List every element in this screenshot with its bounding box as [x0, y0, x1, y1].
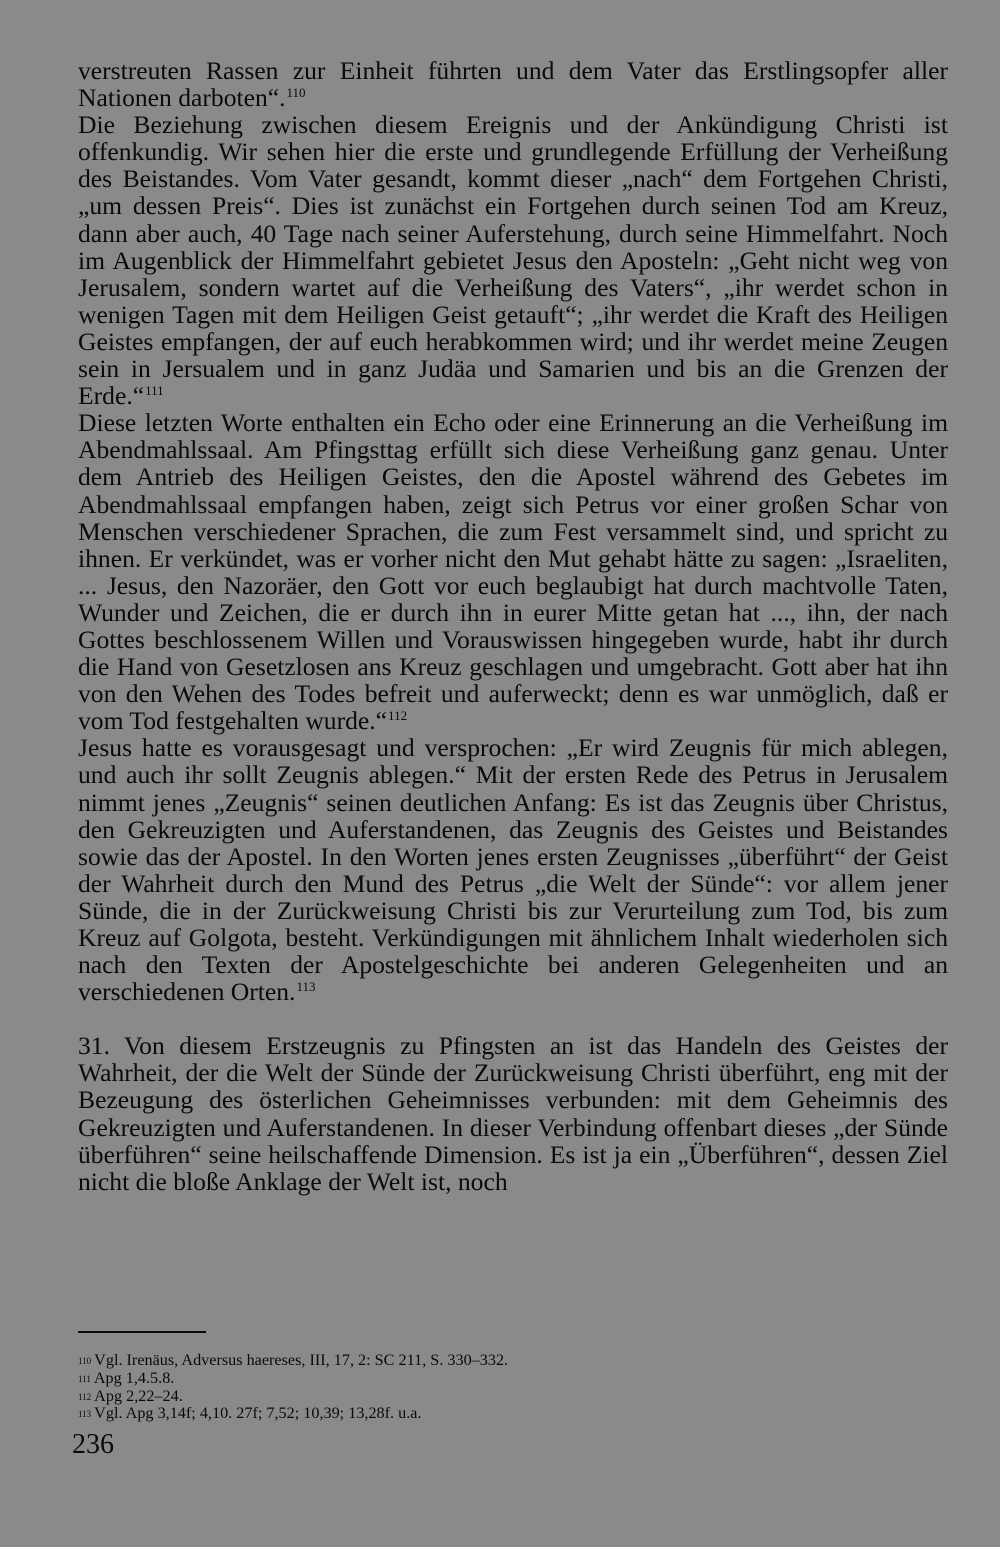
footnote-number: 112	[78, 1391, 92, 1402]
footnote-number: 113	[78, 1409, 92, 1420]
main-text	[78, 57, 948, 1195]
paragraph: verstreuten Rassen zur Einheit führten und dem Vater das Erstlingsopfer aller Nationen darboten“.$^{110}$	[78, 56, 948, 113]
footnote-text: Vgl. Irenäus, Adversus haereses, III, 17, 2: SC 211, S. 330–332.	[94, 1351, 509, 1369]
footnote-113	[78, 1405, 948, 1423]
footnote-text: Apg 2,22–24.	[94, 1386, 183, 1405]
footnote-111	[78, 1370, 948, 1388]
footnote-112	[78, 1388, 948, 1406]
footnote-text: Vgl. Apg 3,14f; 4,10. 27f; 7,52; 10,39; 13,28f. u.a.	[94, 1404, 422, 1423]
footnote-110	[78, 1352, 948, 1370]
footnote-number: 111	[78, 1373, 91, 1384]
footnote-text: Apg 1,4.5.8.	[93, 1368, 175, 1387]
footnote-reference: 113	[296, 979, 316, 995]
footnote-reference: 111	[145, 383, 164, 399]
page-number: 236	[72, 1429, 114, 1460]
footnote-reference: 112	[388, 708, 408, 724]
footnote-divider	[78, 1331, 206, 1333]
paragraph: Jesus hatte es vorausgesagt und versprochen: „Er wird Zeugnis für mich ablegen, und auch ihr sollt Zeugnis ablegen.“ Mit der ersten Rede des Petrus in Jerusalem nimmt jenes „Zeugnis“ seinen deutlichen Anfang: Es ist das Zeugnis über Christus, den Gekreuzigten und Auferstandenen, das Zeugnis des Geistes und Beistandes sowie das der Apostel. In den Worten jenes ersten Zeugnisses „überführt“ der Geist der Wahrheit durch den Mund des Petrus „die Welt der Sünde“: vor allem jener Sünde, die in der Zurückweisung Christi bis zur Verurteilung zum Tod, bis zum Kreuz auf Golgota, besteht. Verkündigungen mit ähnlichem Inhalt wiederholen sich nach den Texten der Apostelgeschichte bei anderen Gelegenheiten und an verschiedenen Orten.$^{113}$	[78, 733, 948, 1007]
section-31-paragraph: 31. Von diesem Erstzeugnis zu Pfingsten an ist das Handeln des Geistes der Wahrheit, der die Welt der Sünde der Zurückweisung Christi überführt, eng mit der Bezeugung des österlichen Geheimnisses verbunden: mit dem Geheimnis des Gekreuzigten und Auferstandenen. In dieser Verbindung offenbart dieses „der Sünde überführen“ seine heilschaffende Dimension. Es ist ja ein „Überführen“, dessen Ziel nicht die bloße Anklage der Welt ist, noch	[78, 1031, 948, 1196]
paragraph: Die Beziehung zwischen diesem Ereignis und der Ankündigung Christi ist offenkundig. Wir sehen hier die erste und grundlegende Erfüllung der Verheißung des Beistandes. Vom Vater gesandt, kommt dieser „nach“ dem Fortgehen Christi, „um dessen Preis“. Dies ist zunächst ein Fortgehen durch seinen Tod am Kreuz, dann aber auch, 40 Tage nach seiner Auferstehung, durch seine Himmelfahrt. Noch im Augenblick der Himmelfahrt gebietet Jesus den Aposteln: „Geht nicht weg von Jerusalem, sondern wartet auf die Verheißung des Vaters“, „ihr werdet schon in wenigen Tagen mit dem Heiligen Geist getauft“; „ihr werdet die Kraft des Heiligen Geistes empfangen, der auf euch herabkommen wird; und ihr werdet meine Zeugen sein in Jersualem und in ganz Judäa und Samarien und bis an die Grenzen der Erde.“$^{111}$	[78, 110, 948, 411]
footnotes	[78, 1352, 948, 1423]
footnote-reference: 110	[286, 85, 306, 101]
paragraph: Diese letzten Worte enthalten ein Echo oder eine Erinnerung an die Verheißung im Abendmahlssaal. Am Pfingsttag erfüllt sich diese Verheißung ganz genau. Unter dem Antrieb des Heiligen Geistes, den die Apostel während des Gebetes im Abendmahlssaal empfangen haben, zeigt sich Petrus vor einer großen Schar von Menschen verschiedener Sprachen, die zum Fest versammelt sind, und spricht zu ihnen. Er verkündet, was er vorher nicht den Mut gehabt hätte zu sagen: „Israeliten, ... Jesus, den Nazoräer, den Gott vor euch beglaubigt hat durch machtvolle Taten, Wunder und Zeichen, die er durch ihn in eurer Mitte getan hat ..., ihn, der nach Gottes beschlossenem Willen und Vorauswissen hingegeben wurde, habt ihr durch die Hand von Gesetzlosen ans Kreuz geschlagen und umgebracht. Gott aber hat ihn von den Wehen des Todes befreit und auferweckt; denn es war unmöglich, daß er vom Tod festgehalten wurde.“$^{112}$	[78, 408, 948, 736]
footnote-number: 110	[78, 1356, 92, 1366]
